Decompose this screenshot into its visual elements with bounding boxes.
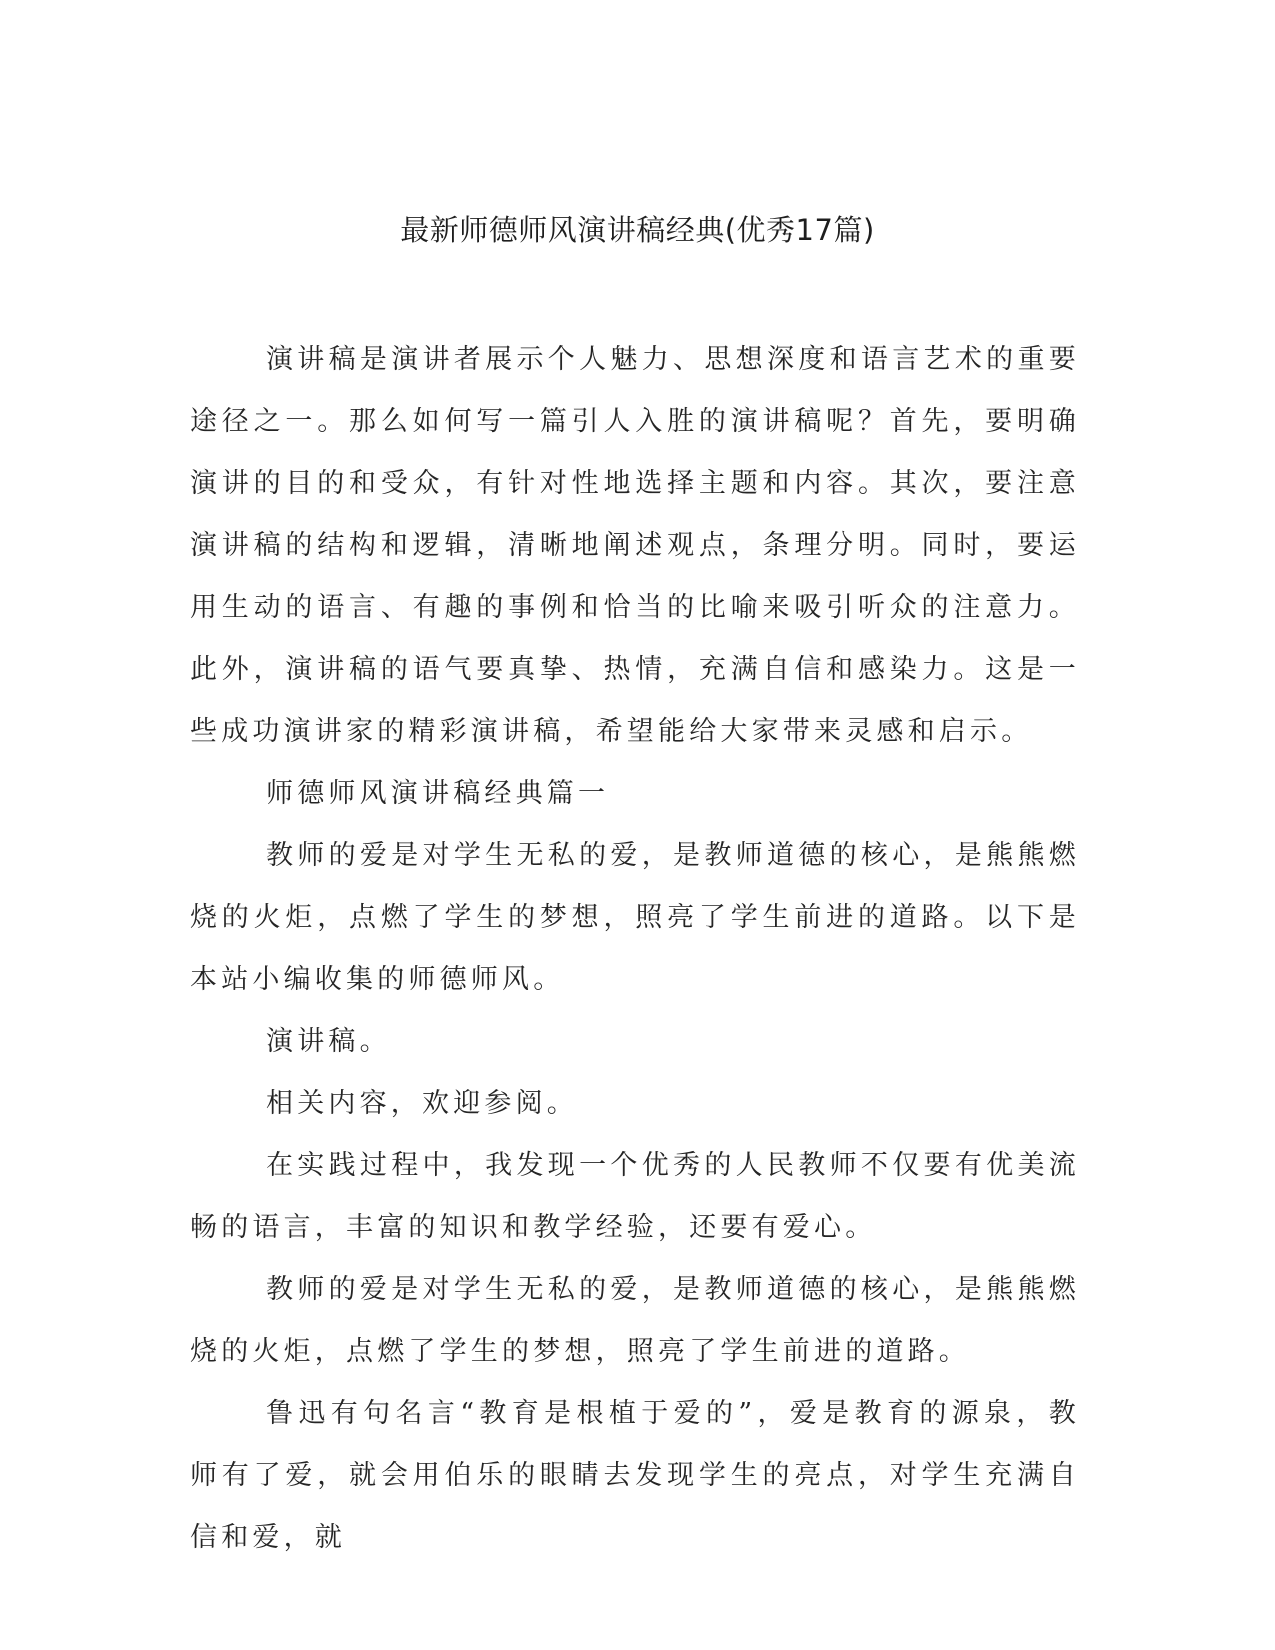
body-paragraph: 鲁迅有句名言“教育是根植于爱的”，爱是教育的源泉，教师有了爱，就会用伯乐的眼睛去发现学生的亮点，对学生充满自信和爱，就 [190,1398,1080,1553]
document-title: 最新师德师风演讲稿经典(优秀17篇) [400,213,875,247]
intro-paragraph: 演讲稿是演讲者展示个人魅力、思想深度和语言艺术的重要途径之一。那么如何写一篇引人入胜的演讲稿呢？首先，要明确演讲的目的和受众，有针对性地选择主题和内容。其次，要注意演讲稿的结构和逻辑，清晰地阐述观点，条理分明。同时，要运用生动的语言、有趣的事例和恰当的比喻来吸引听众的注意力。此外，演讲稿的语气要真挚、热情，充满自信和感染力。这是一些成功演讲家的精彩演讲稿，希望能给大家带来灵感和启示。 [190,344,1080,747]
body-paragraph: 教师的爱是对学生无私的爱，是教师道德的核心，是熊熊燃烧的火炬，点燃了学生的梦想，照亮了学生前进的道路。以下是本站小编收集的师德师风。 [190,840,1080,995]
body-paragraph: 在实践过程中，我发现一个优秀的人民教师不仅要有优美流畅的语言，丰富的知识和教学经验，还要有爱心。 [190,1150,1080,1243]
body-paragraph: 演讲稿。 [266,1026,391,1057]
document-body [190,329,1080,1569]
section-heading: 师德师风演讲稿经典篇一 [266,778,610,809]
body-paragraph: 教师的爱是对学生无私的爱，是教师道德的核心，是熊熊燃烧的火炬，点燃了学生的梦想，照亮了学生前进的道路。 [190,1274,1080,1367]
body-paragraph: 相关内容，欢迎参阅。 [266,1088,578,1119]
